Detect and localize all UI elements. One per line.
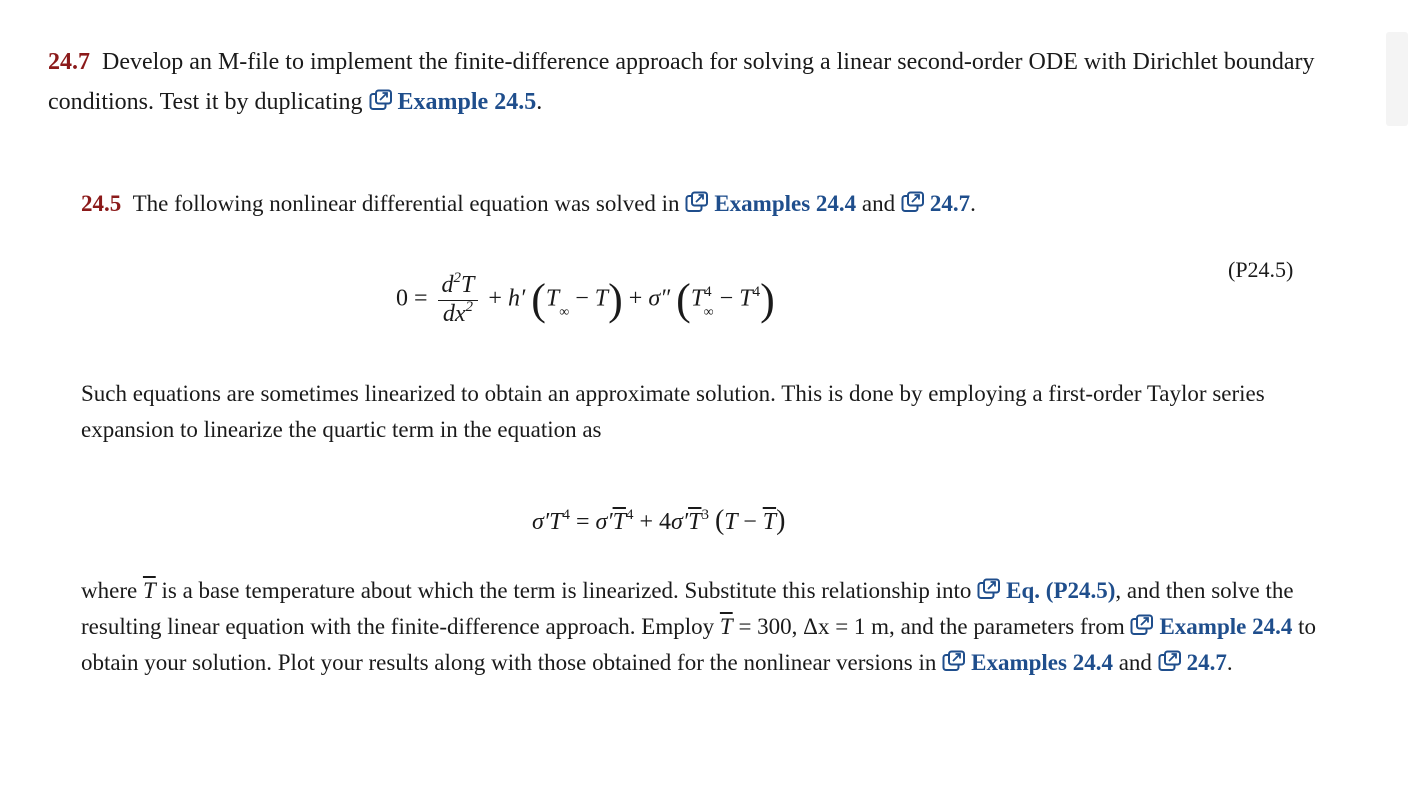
link-label[interactable]: Eq. (P24.5) <box>1006 578 1116 603</box>
external-link-icon <box>977 578 1001 600</box>
external-link-icon <box>942 650 966 672</box>
problem-24-7 <box>48 42 1348 122</box>
punct: . <box>536 89 543 115</box>
equation-p24-5: 0 = $\frac{d^2T}{dx^2}$ + h′ $(T_\infty - T) + \sigma''$ $(T^4_\infty - T^4)$ <box>396 270 775 327</box>
punct: . <box>970 191 976 216</box>
and-text: and <box>861 191 896 216</box>
external-link-icon <box>1130 614 1154 636</box>
eq-p24-5-link[interactable] <box>977 578 1115 603</box>
example-24-4-link[interactable] <box>1130 614 1292 639</box>
link-label[interactable]: Examples 24.4 <box>971 650 1113 675</box>
link-label[interactable]: 24.7 <box>929 191 971 216</box>
scrollbar[interactable] <box>1386 32 1408 126</box>
problem-24-5-intro <box>81 187 976 222</box>
external-link-icon <box>685 191 709 213</box>
text: to obtain your solution. Plot your results along with those obtained for the nonlinear versions in <box>81 614 1316 675</box>
examples-24-4-link[interactable] <box>685 191 856 216</box>
problem-number: 24.7 <box>48 49 90 75</box>
link-label[interactable]: 24.7 <box>1186 650 1227 675</box>
punct: . <box>1226 650 1233 675</box>
t-bar-symbol: $\overline{T}$ <box>719 614 733 639</box>
examples-24-4-link-2[interactable] <box>942 650 1113 675</box>
fraction: $\frac{d^2T}{dx^2}$ <box>438 272 479 328</box>
equation-linearized: $\sigma'T^4 = \sigma'\overline{T}^4 + 4\sigma'\overline{T}^3$ $(T - \overline{T})$ <box>532 505 786 536</box>
problem-text: Develop an M-file to implement the finite-difference approach for solving a linear second-order ODE with Dirichlet boundary conditions. Test it by duplicating <box>48 49 1315 115</box>
link-label[interactable]: Example 24.4 <box>1159 614 1293 639</box>
text: and the parameters from <box>900 614 1125 639</box>
example-24-7-link[interactable] <box>901 191 970 216</box>
t-bar-symbol: $\overline{T}$ <box>142 578 156 603</box>
external-link-icon <box>369 89 393 111</box>
link-label[interactable]: Example 24.5 <box>397 89 537 115</box>
paragraph-substitute <box>81 573 1326 681</box>
paragraph-text: Such equations are sometimes linearized to obtain an approximate solution. This is done by employing a first-order Taylor series expansion to linearize the quartic term in the equation as <box>81 381 1265 442</box>
external-link-icon <box>901 191 925 213</box>
link-label[interactable]: Examples 24.4 <box>714 191 857 216</box>
intro-text: The following nonlinear differential equation was solved in <box>132 191 680 216</box>
text: is a base temperature about which the term is linearized. Substitute this relationship into <box>161 578 972 603</box>
problem-number: 24.5 <box>81 191 122 216</box>
external-link-icon <box>1158 650 1182 672</box>
text: where <box>81 578 138 603</box>
and-text: and <box>1118 650 1152 675</box>
example-24-5-link[interactable] <box>369 89 537 115</box>
equation-label: (P24.5) <box>1228 257 1294 282</box>
paragraph-linearization <box>81 376 1311 448</box>
example-24-7-link-2[interactable] <box>1158 650 1227 675</box>
parameter-values: = 300, Δx = 1 m, <box>738 614 895 639</box>
text: , and then solve the resulting linear equation with the finite-difference approach. Employ <box>81 578 1294 639</box>
